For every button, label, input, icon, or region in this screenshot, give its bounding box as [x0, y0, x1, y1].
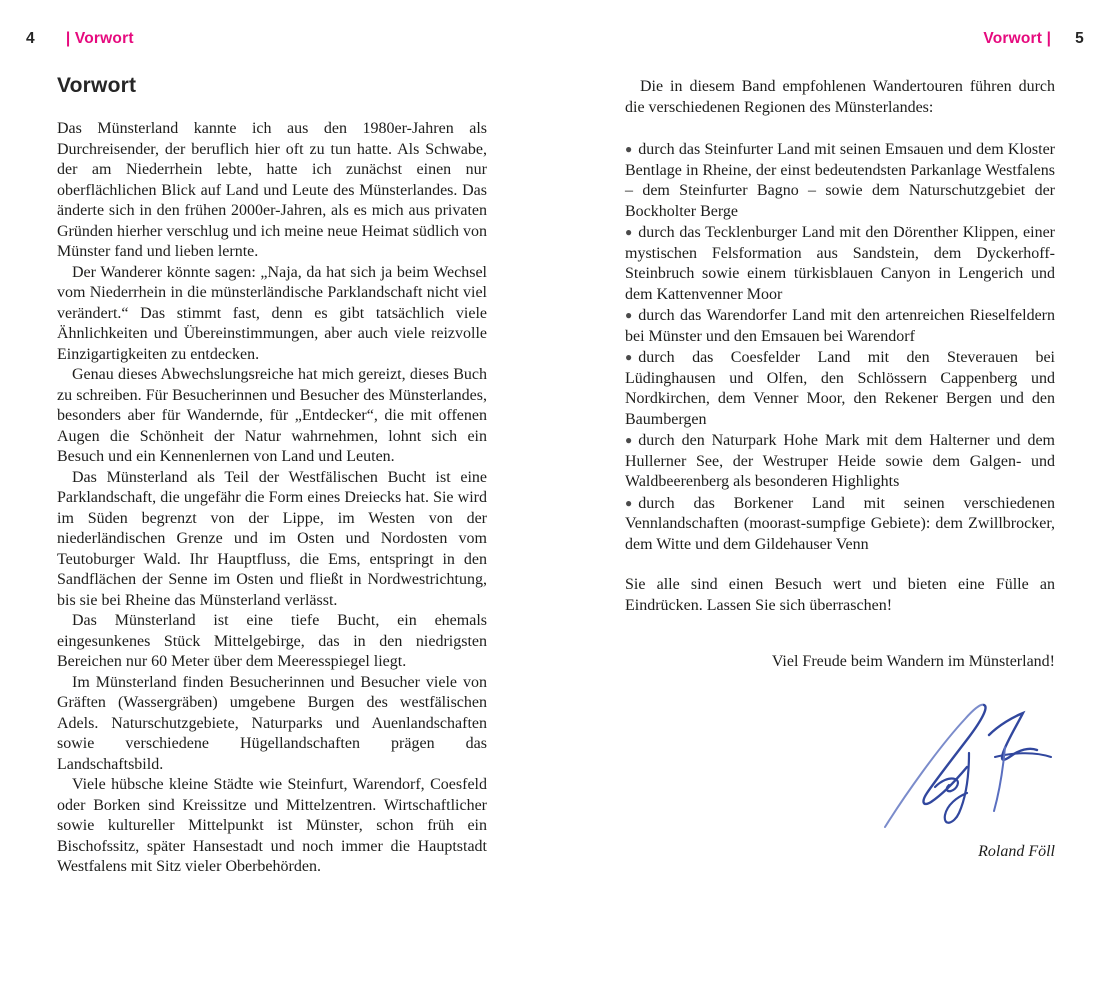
- chapter-title: Vorwort: [57, 74, 137, 97]
- list-item: [625, 305, 1055, 347]
- running-head-right: [983, 30, 1084, 48]
- right-page-body: [625, 77, 1055, 862]
- list-item: [625, 347, 1055, 430]
- bullet-icon: ●: [625, 433, 633, 447]
- farewell-line: Viel Freude beim Wandern im Münsterland!: [771, 653, 1055, 670]
- author-name: Roland Föll: [978, 842, 1055, 860]
- running-head-left-label: | Vorwort: [65, 30, 134, 47]
- bullet-icon: ●: [625, 142, 633, 156]
- list-item-text: durch das Coesfelder Land mit den Steverauen bei Lüdinghausen und Olfen, den Schlössern Cappenberg und Nordkirchen, dem Venner Moor, den Rekener Bergen und den Baumbergen: [625, 349, 1055, 428]
- paragraph: Der Wanderer könnte sagen: „Naja, da hat sich ja beim Wechsel vom Niederrhein in die münsterländische Parklandschaft nicht viel verändert.“ Das stimmt fast, denn es gibt tatsächlich viele Ähnlichkeiten und Übereinstimmungen, aber auch viele reizvolle Einzigartigkeiten zu entdecken.: [57, 263, 487, 363]
- list-item-text: durch das Tecklenburger Land mit den Dörenther Klippen, einer mystischen Felsformation aus Sandstein, dem Dyckerhoff-Steinbruch sowie einem türkisblauen Canyon in Lengerich und dem Kattenvenner Moor: [625, 224, 1055, 303]
- list-item-text: durch das Borkener Land mit seinen verschiedenen Vennlandschaften (moorast-sumpfige Gebiete): dem Zwillbrocker, dem Witte und dem Gildehauser Venn: [625, 494, 1055, 553]
- paragraph: Im Münsterland finden Besucherinnen und Besucher viele von Gräften (Wassergräben) umgebene Burgen des westfälischen Adels. Naturschutzgebiete, Naturparks und Auenlandschaften sowie verschiedene Hügellandschaften prägen das Landschaftsbild.: [57, 673, 487, 773]
- list-item: [625, 430, 1055, 493]
- left-page-column: [57, 74, 487, 878]
- page-number-right: 5: [1075, 30, 1084, 47]
- intro-paragraph: Die in diesem Band empfohlenen Wandertouren führen durch die verschiedenen Regionen des Münsterlandes:: [625, 78, 1055, 116]
- paragraph: Genau dieses Abwechslungsreiche hat mich gereizt, dieses Buch zu schreiben. Für Besucherinnen und Besucher des Münsterlandes, besonders aber für Wandernde, für „Entdecker“, die mit offenen Augen die Schönheit der Natur wahrnehmen, lohnt sich ein Besuch und ein Kennenlernen von Land und Leuten.: [57, 366, 487, 465]
- list-item-text: durch den Naturpark Hohe Mark mit dem Halterner und dem Hullerner See, der Westruper Heide sowie dem Galgen- und Waldbeerenberg als besonderen Highlights: [625, 432, 1055, 490]
- page-number-left: 4: [26, 30, 35, 47]
- bullet-icon: ●: [625, 225, 633, 239]
- right-page-column: [625, 77, 1055, 862]
- bullet-icon: ●: [625, 308, 633, 322]
- running-head-right-label: Vorwort |: [983, 30, 1052, 47]
- region-bullet-list: [625, 139, 1055, 555]
- paragraph: Das Münsterland kannte ich aus den 1980er-Jahren als Durchreisender, der beruflich hier oft zu tun hatte. Als Schwabe, der am Niederrhein lebte, hatte ich zunächst einen nur oberflächlichen Blick auf Land und Leute des Münsterlandes. Das änderte sich in den frühen 2000er-Jahren, als es mich aus privaten Gründen hierher verschlug und ich meine neue Heimat südlich von Münster fand und lieben lernte.: [57, 120, 487, 260]
- bullet-icon: ●: [625, 495, 633, 510]
- list-item-text: durch das Warendorfer Land mit den artenreichen Rieselfeldern bei Münster und den Emsauen bei Warendorf: [625, 307, 1055, 345]
- list-item: [625, 139, 1055, 222]
- list-item: [625, 493, 1055, 556]
- closing-paragraph: Sie alle sind einen Besuch wert und bieten eine Fülle an Eindrücken. Lassen Sie sich überraschen!: [625, 576, 1055, 614]
- paragraph: Viele hübsche kleine Städte wie Steinfurt, Warendorf, Coesfeld oder Borken sind Kreissitze und Mittelzentren. Wirtschaftlicher sowie kultureller Mittelpunkt ist Münster, schon früh ein Bischofssitz, später Hansestadt und noch immer die Hauptstadt Westfalens mit Sitz vieler Oberbehörden.: [57, 776, 487, 875]
- list-item: [625, 222, 1055, 305]
- signature-block: [625, 695, 1055, 840]
- list-item-text: durch das Steinfurter Land mit seinen Emsauen und dem Kloster Bentlage in Rheine, der einst bedeutendsten Parkanlage Westfalens – dem Steinfurter Bagno – sowie dem Naturschutzgebiet der Bockholter Berge: [625, 141, 1055, 220]
- bullet-icon: ●: [625, 350, 633, 364]
- signature-image: [877, 695, 1055, 835]
- running-head-left: [26, 30, 134, 48]
- paragraph: Das Münsterland als Teil der Westfälischen Bucht ist eine Parklandschaft, die ungefähr die Form eines Dreiecks hat. Sie wird im Süden begrenzt von der Lippe, im Westen von der niederländischen Grenze und im Osten und Nordosten vom Teutoburger Wald. Ihr Hauptfluss, die Ems, entspringt in den Sandflächen der Senne im Osten und fließt in Nordwestrichtung, bis sie bei Rheine das Münsterland verlässt.: [57, 468, 487, 609]
- paragraph: Das Münsterland ist eine tiefe Bucht, ein ehemals eingesunkenes Stück Mittelgebirge, das in den niedrigsten Bereichen nur 60 Meter über dem Meeresspiegel liegt.: [57, 612, 487, 670]
- left-page-body: [57, 119, 487, 878]
